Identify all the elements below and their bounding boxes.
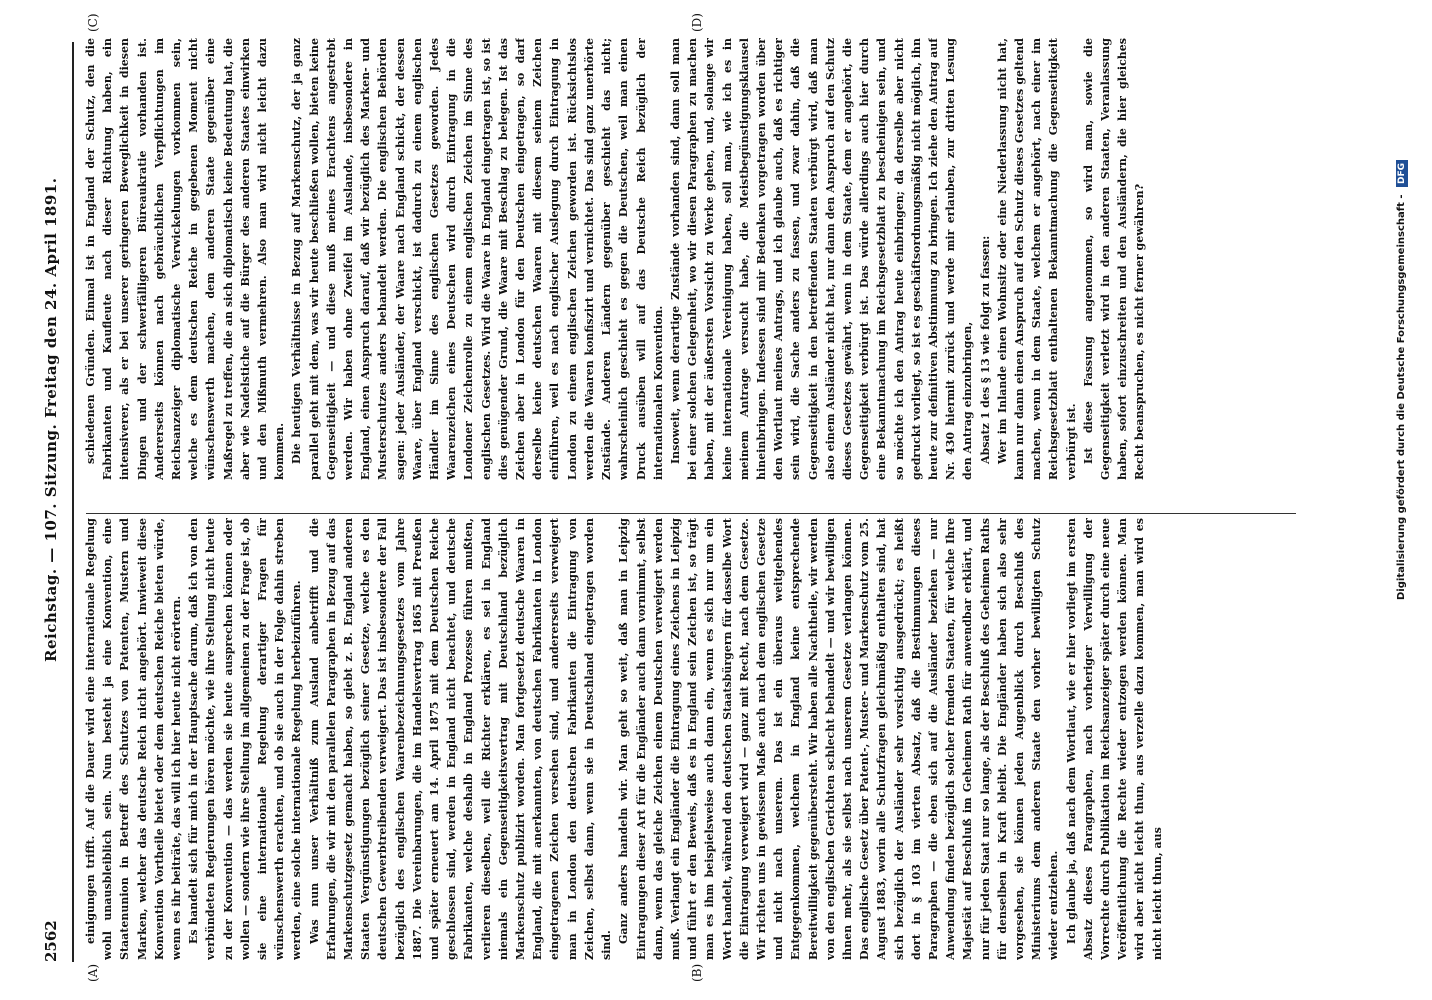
margin-marker-b: (B) [690, 963, 704, 982]
footer-text: Digitalisierung gefördert durch die Deutsche Forschungsgemeinschaft - [1396, 194, 1407, 600]
digitization-footer [1396, 20, 1408, 600]
paragraph: schiedenen Gründen. Einmal ist in England der Schutz, den die Fabrikanten und Kaufleute nach dieser Richtung haben, ein intensiverer, als er bei unserer geringeren Beweglichkeit in diesen Dingen und der schwerfälligeren Büreaukratie vorhanden ist. Andererseits können nach gebräuchlichen Verpflichtungen im Reichsanzeiger diplomatische Verwickelungen vorkommen sein, welche es dem deutschen Reiche in gegebenen Moment nicht wünschenswerth machen, dem anderen Staate gegenüber eine Maßregel zu treffen, die an sich diplomatisch keine Bedeutung hat, die aber wie Nadelstiche auf die Bürger des anderen Staates einwirken und den Mißmuth vermehren. Also man wird nicht leicht dazu kommen. [84, 38, 287, 480]
page-title: Reichstag. — 107. Sitzung. Freitag den 24. April 1891. [42, 177, 60, 662]
page-header [24, 32, 68, 962]
paragraph: Ganz anders handeln wir. Man geht so weit, daß man in Leipzig Eintragungen dieser Art für die Engländer auch dann vornimmt, selbst dann, wenn das gleiche Zeichen einem Deutschen verweigert werden muß. Verlangt ein Engländer die Eintragung eines Zeichens in Leipzig und führt er den Beweis, daß es in England sein Zeichen ist, so trägt man es ihm beispielsweise auch dann ein, wenn es sich nur um ein Wort handelt, während den deutschen Staatsbürgern für dasselbe Wort die Eintragung verweigert wird — ganz mit Recht, nach dem Gesetze. Wir richten uns in gewissem Maße auch nach dem englischen Gesetze und nicht nach unserem. Das ist ein überaus weitgehendes Entgegenkommen, welchem in England keine entsprechende Bereitwilligkeit gegenübersteht. Wir haben alle Nachtheile, wir werden von den englischen Gerichten schlecht behandelt — und wir bewilligen ihnen mehr, als sie selbst nach unserem Gesetze verlangen können. Das englische Gesetz über Patent-, Muster- und Markenschutz vom 25. August 1883, worin alle Schutzfragen gleichmäßig enthalten sind, hat sich bezüglich der Ausländer sehr vorsichtig ausgedrückt; es heißt dort in § 103 im vierten Absatz, daß die Bestimmungen dieses Paragraphen — die eben sich auf die Ausländer beziehen — nur Anwendung finden bezüglich solcher fremden Staaten, für welche Ihre Majestät auf Beschluß im Geheimen Rath für anwendbar erklärt, und nur für jeden Staat nur so lange, als der Beschluß des Geheimen Raths für denselben in Kraft bleibt. Die Engländer haben sich also sehr vorgesehen, sie können jeden Augenblick durch Beschluß des Ministeriums dem anderen Staate den vorher bewilligten Schutz wieder entziehen. [617, 518, 1061, 960]
paragraph: Ich glaube ja, daß nach dem Wortlaut, wie er hier vorliegt im ersten Absatz dieses Paragraphen, nach vorheriger Verwilligung der Vorrechte durch Publikation im Reichsanzeiger später durch eine neue Veröffentlichung die Rechte wieder entzogen werden können. Man wird aber nicht leicht thun, aus verzelle dazu kommen, man wird es nicht leicht thun, aus [1064, 518, 1164, 960]
paragraph: Ist diese Fassung angenommen, so wird man, sowie die Gegenseitigkeit verletzt wird in den anderen Staaten, Veranlassung haben, sofort einzuschreiten und den Ausländern, die hier gleiches Recht beanspruchen, es nicht ferner gewähren? [1081, 38, 1147, 480]
paragraph: Insoweit, wenn derartige Zustände vorhanden sind, dann soll man bei einer solchen Gelegenheit, wo wir diesen Paragraphen zu machen haben, mit der äußersten Vorsicht zu Werke gehen, und, solange wir keine internationale Vereinigung haben, soll man, wie ich es in meinem Antrage versucht habe, die Meistbegünstigungsklausel hineinbringen. Indessen sind mir Bedenken vorgetragen worden über den Wortlaut meines Antrags, und ich glaube auch, daß es richtiger sein wird, die Sache anders zu fassen, und zwar dahin, daß die Gegenseitigkeit in den betreffenden Staaten verbürgt wird, daß man also einem Ausländer nicht hat, nur dann den Anspruch auf den Schutz dieses Gesetzes gewährt, wenn in dem Staate, dem er angehört, die Gegenseitigkeit verbürgt ist. Das würde allerdings auch hier durch eine Bekanntmachung im Reichsgesetzblatt zu bescheinigen sein, und so möchte ich den Antrag heute einbringen; da derselbe aber nicht gedruckt vorliegt, so ist es geschäftsordnungsmäßig nicht möglich, ihn heute zur definitiven Abstimmung zu bringen. Ich ziehe den Antrag auf Nr. 430 hiermit zurück und werde mir erlauben, zur dritten Lesung den Antrag einzubringen, [668, 38, 975, 480]
paragraph: Die heutigen Verhältnisse in Bezug auf Markenschutz, der ja ganz parallel geht mit dem, was wir heute beschließen wollen, bieten keine Gegenseitigkeit — und diese muß meines Erachtens angestrebt werden. Wir haben ohne Zweifel im Auslande, insbesondere in England, einen Anspruch darauf, daß wir bezüglich des Marken- und Musterschutzes anders behandelt werden. Die englischen Behörden sagen: jeder Ausländer, der Waare nach England schickt, der dessen Waare, über England verschickt, ist dadurch zu einem englischen Händler im Sinne des englischen Gesetzes geworden. Jedes Waarenzeichen eines Deutschen wird durch Eintragung in die Londoner Zeichenrolle zu einem englischen Zeichen im Sinne des englischen Gesetzes. Wird die Waare in England eingetragen ist, so ist dies genügender Grund, die Waare mit Beschlag zu belegen. Ist das Zeichen aber in London für den Deutschen eingetragen, so darf derselbe keine deutschen Waaren mit diesem seinem Zeichen einführen, weil es nach englischer Auslegung durch Eintragung in London zu einem englischen Zeichen geworden ist. Rücksichtslos werden die Waaren konfiszirt und vernichtet. Das sind ganz unerhörte Zustände. Anderen Ländern gegenüber geschieht das nicht; wahrscheinlich geschieht es gegen die Deutschen, weil man einen Druck ausüben will auf das Deutsche Reich bezüglich der internationalen Konvention. [290, 38, 665, 480]
paragraph: einigungen trifft. Auf die Dauer wird eine internationale Regelung wohl unausbleiblich sein. Nun besteht ja eine Konvention, eine Staatenunion in Betreff des Schutzes von Patenten, Mustern und Marken, welcher das deutsche Reich nicht angehört. Inwieweit diese Konvention Vortheile bietet oder dem deutschen Reiche bieten würde, wenn es ihr beiträte, das will ich hier heute nicht erörtern. [84, 518, 184, 960]
column-divider [86, 513, 1296, 514]
paragraph: Es handelt sich für mich in der Hauptsache darum, daß ich von den verbündeten Regierungen hören möchte, wie ihre Stellung nicht heute zu der Konvention — das werden sie heute ausprechen können oder wollen — sondern wie ihre Stellung im allgemeinen zu der Frage ist, ob sie eine internationale Regelung derartiger Fragen für wünschenswerth erachten, und ob sie auch in der Folge dahin streben werden, eine solche internationale Regelung herbeizuführen. [187, 518, 304, 960]
page-number: 2562 [42, 920, 60, 962]
margin-marker-a: (A) [86, 963, 100, 982]
margin-marker-d: (D) [690, 13, 704, 32]
dfg-badge: DFG [1396, 160, 1408, 187]
paragraph: Wer im Inlande einen Wohnsitz oder eine Niederlassung nicht hat, kann nur dann einen Anspruch auf den Schutz dieses Gesetzes geltend machen, wenn in dem Staate, welchem er angehört, nach einer im Reichsgesetzblatt enthaltenen Bekanntmachung die Gegenseitigkeit verbürgt ist. [995, 38, 1078, 480]
paragraph: Absatz 1 des § 13 wie folgt zu fassen: [978, 235, 992, 464]
header-rule [72, 42, 74, 962]
margin-marker-c: (C) [86, 13, 100, 32]
paragraph: Was nun unser Verhältniß zum Ausland anbetrifft und die Erfahrungen, die wir mit den parallelen Paragraphen in Bezug auf das Markenschutzgesetz gemacht haben, so giebt z. B. England anderen Staaten Vergünstigungen bezüglich seiner Gesetze, welche es den deutschen Gewerbtreibenden verweigert. Das ist insbesondere der Fall bezüglich des englischen Waarenbezeichnungsgesetzes vom Jahre 1887. Die Vereinbarungen, die im Handelsvertrag 1865 mit Preußen und später erneuert am 14. April 1875 mit dem Deutschen Reiche geschlossen sind, werden in England nicht beachtet, und deutsche Fabrikanten, welche deshalb in England Prozesse führen mußten, verlieren dieselben, weil die Richter erklären, es sei in England niemals ein Gegenseitigkeitsvertrag mit Deutschland bezüglich Markenschutz publizirt worden. Man fortgesetzt deutsche Waaren in England, die mit anerkannten, von deutschen Fabrikanten in London eingetragenen Zeichen versehen sind, und andererseits verweigert man in London den deutschen Fabrikanten die Eintragung von Zeichen, selbst dann, wenn sie in Deutschland eingetragen worden sind. [307, 518, 614, 960]
left-column [82, 518, 1302, 960]
right-column [82, 38, 1302, 480]
